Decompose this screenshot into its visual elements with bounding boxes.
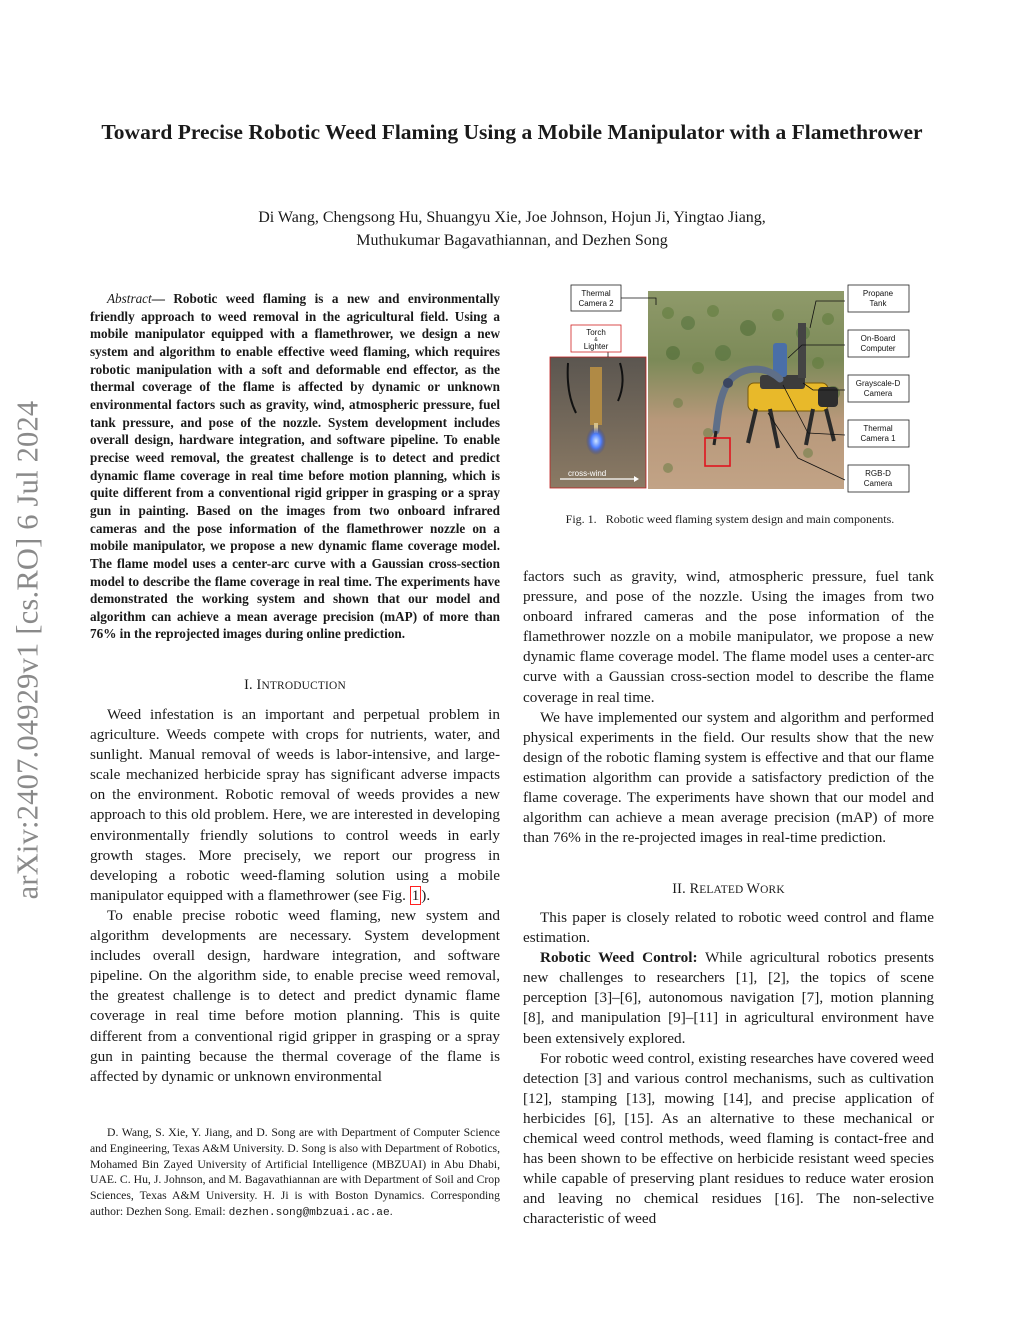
figure-1 [548,283,912,495]
label-propane-tank [848,285,909,312]
section-heading-related-work [523,881,934,898]
onboard-line1: On-Board [860,334,896,343]
related-paragraph-2 [523,948,934,1048]
section-initial-2: W [746,881,761,897]
figure-1-caption [540,512,920,527]
abstract-label: Abstract [107,291,152,306]
intro-continued [523,567,934,848]
author-list [90,206,934,252]
author-footnote [90,1125,500,1222]
section-rest: NTRODUCTION [261,680,346,692]
label-rgb-d-camera [848,465,909,492]
propane-line1: Propane [862,289,894,298]
footnote-text: D. Wang, S. Xie, Y. Jiang, and D. Song are with Department of Computer Science and Engineering, Texas A&M University. D. Song is also with Department of Robotics, Mohamed Bin Zayed University of Artificial Intelligence (MBZUAI) in Abu Dhabi, UAE. C. Hu, J. Johnson, and M. Bagavathiannan are with Department of Soil and Crop Sciences, Texas A&M University. H. Ji is with Boston Dynamics. Corresponding author: Dezhen Song. Email: [90,1126,500,1218]
related-p2-text: While agricultural robotics presents new challenges to researchers [1], [2], the topics of scene perception [3]–[6], autonomous navigation [7], motion planning [8], and manipulation [9]–[11] in agricultural environment have been extensively explored. [523,949,935,1047]
gray-line2: Camera [863,389,893,398]
figure-1-illustration [548,283,912,495]
blue-flame [586,427,606,455]
author-email[interactable]: dezhen.song@mbzuai.ac.ae [228,1206,390,1219]
abstract [90,290,500,643]
abstract-text: Robotic weed flaming is a new and environmentally friendly approach to weed removal in the agricultural field. Using a mobile manipulator equipped with a flamethrower, we design a new system and algorithm to enable effective weed flaming, which requires robotic manipulation with a soft and deformable end effector, as the thermal coverage of the flame is affected by dynamic or unknown environmental factors such as gravity, wind, atmospheric pressure, fuel tank pressure, and pose of the nozzle. System development includes overall design, hardware integration, and software pipeline. To enable precise weed removal, the greatest challenge is to detect and predict dynamic flame coverage in real time before motion planning, which is quite different from a conventional rigid gripper in grasping or a spray gun in painting. Based on the images from two onboard infrared cameras and the pose information of the flamethrower nozzle on a mobile manipulator, we propose a new dynamic flame coverage model. The flame model uses a center-arc curve with a Gaussian cross-section model to describe the flame coverage in real time. The experiments have demonstrated the working system and shown that our model and algorithm can achieve a mean average precision (mAP) of more than 76% in the reprojected images during online prediction. [90,291,500,642]
right-paragraph-1: factors such as gravity, wind, atmospheric pressure, fuel tank pressure, and pose of the nozzle. Using the images from two onboard infrared cameras and the pose information of the flamethrower nozzle on a mobile manipulator, we propose a new dynamic flame coverage model. The flame model uses a center-arc curve with a Gaussian cross-section model to describe the flame coverage in real time. [523,568,934,706]
label-thermal-camera-2 [571,285,621,311]
cross-wind-label: cross-wind [568,469,607,478]
footnote-end: . [389,1204,393,1218]
torch-line1: Torch [586,328,606,337]
section-number: II. [672,881,690,897]
section-initial: R [689,881,700,897]
label-torch-lighter [571,325,621,352]
thermal2-line1: Thermal [581,289,611,298]
propane-line2: Tank [869,299,887,308]
intro-p1-text: Weed infestation is an important and perpetual problem in agriculture. Weeds compete with crops for nutrients, water, and sunlight. Manual removal of weeds is labor-intensive, and large-scale mechanized herbicide spray has significant adverse impacts on the environment. Robotic removal of weeds provides a new approach to this old problem. Here, we are interested in developing environmentally friendly solutions to control weeds in early growth stages. More precisely, we report our progress in developing a robotic weed-flaming solution using a mobile manipulator equipped with a flamethrower (see Fig. [90,706,500,904]
section-initial: I [256,677,262,693]
gray-line1: Grayscale-D [855,379,901,388]
label-grayscale-d-camera [848,375,909,402]
thermal1-line1: Thermal [863,424,893,433]
onboard-line2: Computer [860,344,896,353]
authors-line-1: Di Wang, Chengsong Hu, Shuangyu Xie, Joe Johnson, Hojun Ji, Yingtao Jiang, [258,209,766,226]
intro-paragraph-2: To enable precise robotic weed flaming, new system and algorithm developments are necessary. System development includes overall design, hardware integration, and software pipeline. On the algorithm side, to enable precise weed removal, the greatest challenge is to detect and predict dynamic flame coverage in real time before motion planning. This is quite different from a conventional rigid gripper in grasping or a spray gun in painting because the thermal coverage of the flame is affected by dynamic or unknown environmental [90,906,500,1085]
thermal2-line2: Camera 2 [578,299,614,308]
torch-line3: Lighter [583,342,609,351]
caption-number: Fig. 1. [565,512,597,526]
section-heading-introduction [90,677,500,694]
authors-line-2: Muthukumar Bagavathiannan, and Dezhen Song [356,232,668,249]
intro-p1-end: ). [421,886,431,904]
section-rest-2: ORK [760,884,785,896]
torch-nozzle [590,367,602,425]
figure-1-link[interactable]: 1 [411,886,420,904]
torch-line2: & [594,337,598,343]
robotic-weed-control-label: Robotic Weed Control: [540,949,698,967]
right-paragraph-2: We have implemented our system and algorithm and performed physical experiments in the field. Our results show that the new design of the robotic flaming system is effective and that our flame estimation algorithm can provide a satisfactory prediction of the flame coverage. The experiments have shown that our model and algorithm can achieve a mean average precision (mAP) of more than 76% in the re-projected images in real-time prediction. [523,708,934,847]
label-thermal-camera-1 [848,420,909,447]
related-paragraph-3: For robotic weed control, existing researches have covered weed detection [3] and various control mechanisms, such as cultivation [12], stamping [13], mowing [14], and precise application of herbicides [6], [15]. As an alternative to these mechanical or chemical weed control methods, weed flaming is contact-free and has been shown to be effective on herbicide resistant weed species while capable of preserving plant residues to reduce water erosion and leaving no chemical residues [16]. The non-selective characteristic of weed [523,1049,934,1228]
rgbd-line1: RGB-D [865,469,891,478]
related-work-body [523,908,934,1230]
intro-paragraph-1 [90,705,500,906]
thermal1-line2: Camera 1 [860,434,896,443]
rgbd-line2: Camera [863,479,893,488]
arxiv-stamp [8,370,48,930]
caption-text: Robotic weed flaming system design and main components. [605,512,895,526]
paper-title: Toward Precise Robotic Weed Flaming Using a Mobile Manipulator with a Flamethrower [101,120,923,144]
section-number: I. [244,677,257,693]
label-onboard-computer [848,330,909,357]
related-paragraph-1: This paper is closely related to robotic weed control and flame estimation. [523,909,934,947]
abstract-dash: — [151,291,174,306]
arxiv-id: arXiv:2407.04929v1 [cs.RO] 6 Jul 2024 [10,400,45,900]
section-rest: ELATED [699,884,747,896]
introduction-body [90,705,500,1087]
